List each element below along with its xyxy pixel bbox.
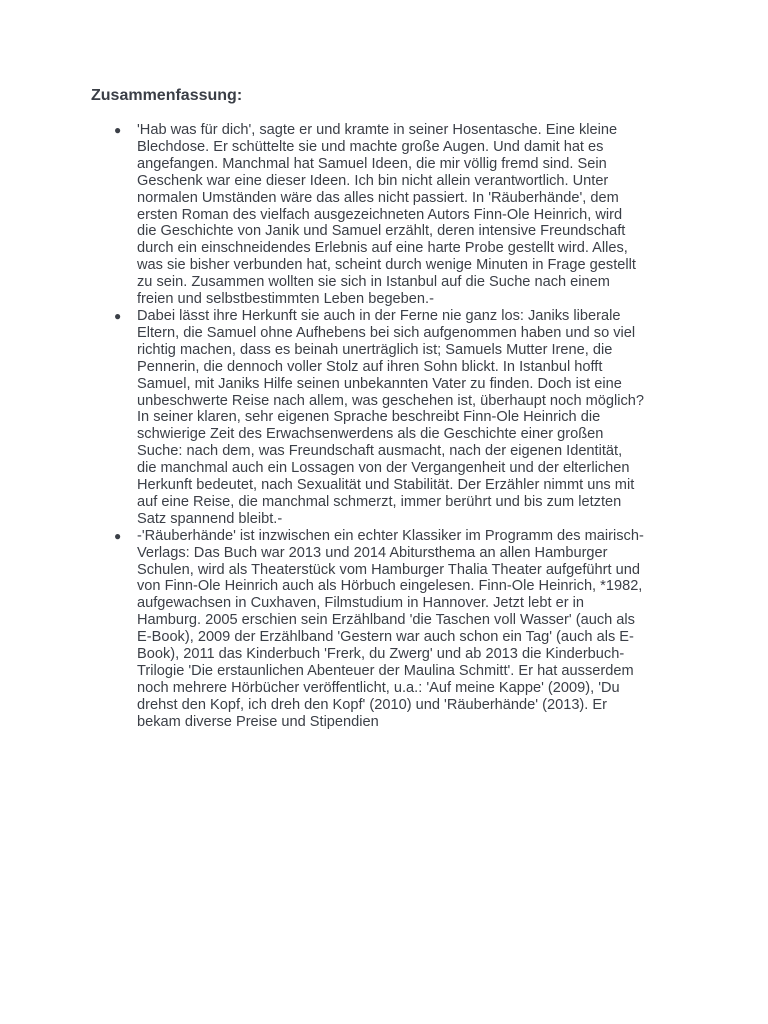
list-item-text xyxy=(137,528,677,731)
text-line: Pennerin, die dennoch voller Stolz auf ihren Sohn blickt. In Istanbul hofft xyxy=(137,358,603,375)
text-line: Dabei lässt ihre Herkunft sie auch in der Ferne nie ganz los: Janiks liberale xyxy=(137,307,621,324)
list-item xyxy=(0,122,677,308)
bullet-icon: ● xyxy=(114,308,122,323)
text-line: Suche: nach dem, was Freundschaft ausmacht, nach der eigenen Identität, xyxy=(137,443,623,460)
list-item xyxy=(0,528,677,731)
text-line: 'Hab was für dich', sagte er und kramte in seiner Hosentasche. Eine kleine xyxy=(137,122,618,138)
text-line: Verlags: Das Buch war 2013 und 2014 Abitursthema an allen Hamburger xyxy=(137,544,608,561)
bullet-icon: ● xyxy=(114,528,122,543)
text-line: Satz spannend bleibt.- xyxy=(137,510,283,527)
summary-list xyxy=(0,122,768,731)
text-line: bekam diverse Preise und Stipendien xyxy=(137,713,379,730)
list-item-text xyxy=(137,122,677,308)
text-line: angefangen. Manchmal hat Samuel Ideen, die mir völlig fremd sind. Sein xyxy=(137,155,607,172)
text-line: Herkunft bedeutet, nach Sexualität und Stabilität. Der Erzähler nimmt uns mit xyxy=(137,477,635,494)
text-line: richtig machen, dass es beinah unerträglich ist; Samuels Mutter Irene, die xyxy=(137,341,613,358)
text-line: E-Book), 2009 der Erzählband 'Gestern war auch schon ein Tag' (auch als E- xyxy=(137,629,634,646)
text-line: die manchmal auch ein Lossagen von der Vergangenheit und der elterlichen xyxy=(137,460,630,477)
text-line: zu sein. Zusammen wollten sie sich in Istanbul auf die Suche nach einem xyxy=(137,274,610,291)
text-line: die Geschichte von Janik und Samuel erzählt, deren intensive Freundschaft xyxy=(137,223,626,240)
list-item xyxy=(0,308,677,528)
text-line: Samuel, mit Janiks Hilfe seinen unbekannten Vater zu finden. Doch ist eine xyxy=(137,375,622,392)
text-line: unbeschwerte Reise nach allem, was geschehen ist, überhaupt noch möglich? xyxy=(137,392,645,409)
text-line: auf eine Reise, die manchmal schmerzt, immer berührt und bis zum letzten xyxy=(137,493,622,510)
text-line: drehst den Kopf, ich dreh den Kopf' (2010) und 'Räuberhände' (2013). Er xyxy=(137,696,607,713)
text-line: Book), 2011 das Kinderbuch 'Frerk, du Zwerg' und ab 2013 die Kinderbuch- xyxy=(137,646,625,663)
list-item-text xyxy=(137,308,677,528)
text-line: von Finn-Ole Heinrich auch als Hörbuch eingelesen. Finn-Ole Heinrich, *1982, xyxy=(137,578,643,595)
text-line: Blechdose. Er schüttelte sie und machte große Augen. Und damit hat es xyxy=(137,138,604,155)
text-line: Eltern, die Samuel ohne Aufhebens bei sich aufgenommen haben und so viel xyxy=(137,324,636,341)
bullet-icon: ● xyxy=(114,123,122,137)
text-line: Trilogie 'Die erstaunlichen Abenteuer der Maulina Schmitt'. Er hat ausserdem xyxy=(137,663,634,679)
section-heading: Zusammenfassung: xyxy=(91,87,243,104)
text-line: was sie bisher verbunden hat, scheint durch wenige Minuten in Frage gestellt xyxy=(137,257,636,274)
text-line: Schulen, wird als Theaterstück vom Hamburger Thalia Theater aufgeführt und xyxy=(137,561,640,578)
text-line: Hamburg. 2005 erschien sein Erzählband 'die Taschen voll Wasser' (auch als xyxy=(137,612,635,629)
text-line: Geschenk war eine dieser Ideen. Ich bin nicht allein verantwortlich. Unter xyxy=(137,172,609,189)
text-line: -'Räuberhände' ist inzwischen ein echter Klassiker im Programm des mairisch- xyxy=(137,527,644,544)
text-line: ersten Roman des vielfach ausgezeichneten Autors Finn-Ole Heinrich, wird xyxy=(137,206,623,223)
text-line: schwierige Zeit des Erwachsenwerdens als die Geschichte einer großen xyxy=(137,426,604,443)
text-line: normalen Umständen wäre das alles nicht passiert. In 'Räuberhände', dem xyxy=(137,189,619,206)
text-line: aufgewachsen in Cuxhaven, Filmstudium in Hannover. Jetzt lebt er in xyxy=(137,595,584,612)
text-line: durch ein einschneidendes Erlebnis auf eine harte Probe gestellt wird. Alles, xyxy=(137,240,628,257)
text-line: freien und selbstbestimmten Leben begeben.- xyxy=(137,291,434,308)
text-line: noch mehrere Hörbücher veröffentlicht, u.a.: 'Auf meine Kappe' (2009), 'Du xyxy=(137,679,620,696)
text-line: In seiner klaren, sehr eigenen Sprache beschreibt Finn-Ole Heinrich die xyxy=(137,409,601,426)
